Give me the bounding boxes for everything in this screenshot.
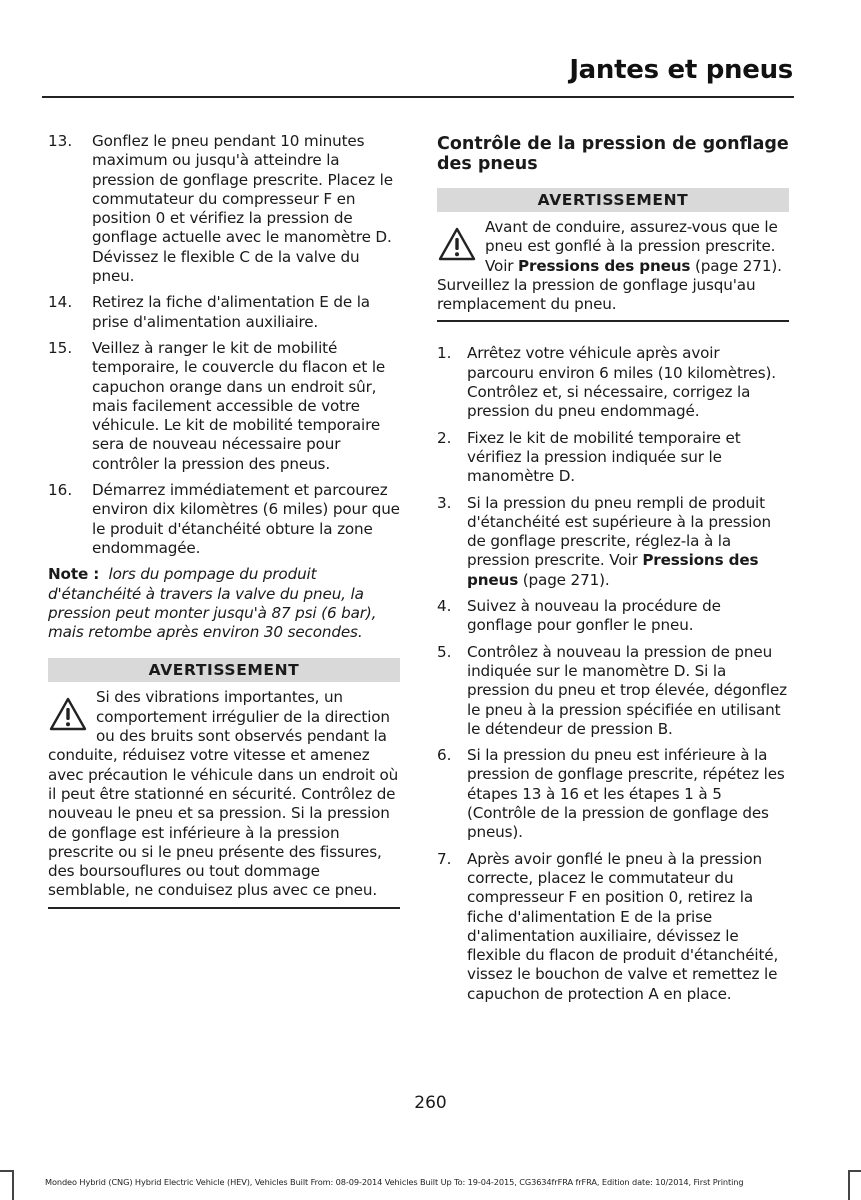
page-title: Jantes et pneus [569,55,793,85]
step-text: Gonflez le pneu pendant 10 minutes maximum ou jusqu'à atteindre la pression de gonflage prescrite. Placez le commutateur du compresseur F en position 0 et vérifiez la pression de gonflage actuelle avec le manomètre D. Dévissez le flexible C de la valve du pneu. [92,132,393,286]
note-paragraph [48,565,400,642]
step-number: 15. [48,338,73,357]
warning-divider [48,907,400,909]
step-text [467,494,789,590]
list-item [437,746,789,842]
warning-text: Avant de conduire, assurez-vous que le pneu est gonflé à la pression prescrite. Voir [485,218,778,275]
list-item [48,293,400,332]
step-text: Démarrez immédiatement et parcourez environ dix kilomètres (6 miles) pour que le produit d'étanchéité obture la zone endommagée. [92,481,400,557]
step-text: Retirez la fiche d'alimentation E de la prise d'alimentation auxiliaire. [92,293,370,331]
warning-header: AVERTISSEMENT [437,188,789,212]
note-text: lors du pompage du produit d'étanchéité à travers la valve du pneu, la pression peut monter jusqu'à 87 psi (6 bar), mais retombe après environ 30 secondes. [48,565,377,642]
step-text-end: (page 271). [518,570,610,589]
list-item [437,643,789,739]
list-item [437,429,789,487]
step-number: 16. [48,481,73,500]
list-item [437,597,789,636]
left-column [48,132,400,909]
list-item [48,339,400,474]
cross-reference-link[interactable]: Pressions des pneus [467,551,759,589]
warning-divider [437,320,789,322]
step-text-start: Si la pression du pneu rempli de produit d'étanchéité est supérieure à la pression de gonflage prescrite, réglez-la à la pression prescrite. Voir [467,493,771,570]
warning-triangle-icon [437,226,477,262]
list-item [48,132,400,286]
step-text: Fixez le kit de mobilité temporaire et vérifiez la pression indiquée sur le manomètre D. [467,428,741,486]
warning-triangle-icon [48,696,88,732]
crop-mark [848,1170,861,1172]
list-item [48,481,400,558]
warning-box [437,218,789,314]
cross-reference-link[interactable]: Pressions des pneus [518,256,691,275]
footer-text: Mondeo Hybrid (CNG) Hybrid Electric Vehicle (HEV), Vehicles Built From: 08-09-2014 Vehicles Built Up To: 19-04-2015, CG3634frFRA frFRA, Edition date: 10/2014, First Printing [45,1177,744,1187]
step-text: Après avoir gonflé le pneu à la pression correcte, placez le commutateur du compresseur F en position 0, retirez la fiche d'alimentation E de la prise d'alimentation auxiliaire, dévissez le flexible du flacon de produit d'étanchéité, vissez le bouchon de valve et remettez le capuchon de protection A en place. [467,849,779,1003]
list-item [437,494,789,590]
list-item [437,344,789,421]
right-column [437,134,789,1011]
warning-text: Si des vibrations importantes, un comportement irrégulier de la direction ou des bruits sont observés pendant la conduite, réduisez votre vitesse et amenez avec précaution le véhicule dans un endroit où il peut être stationné en sécurité. Contrôlez de nouveau le pneu et sa pression. Si la pression de gonflage est inférieure à la pression prescrite ou si le pneu présente des fissures, des boursouflures ou tout dommage semblable, ne conduisez plus avec ce pneu. [48,688,399,900]
warning-text-end: (page 271). Surveillez la pression de gonflage jusqu'au remplacement du pneu. [437,256,782,314]
section-heading: Contrôle de la pression de gonflage des pneus [437,134,789,174]
step-number: 6. [437,746,452,765]
step-text: Arrêtez votre véhicule après avoir parcouru environ 6 miles (10 kilomètres). Contrôlez et, si nécessaire, corrigez la pression du pneu endommagé. [467,344,776,421]
step-text: Contrôlez à nouveau la pression de pneu indiquée sur le manomètre D. Si la pression du pneu et trop élevée, dégonflez le pneu à la pression spécifiée en utilisant le détendeur de pression B. [467,642,787,738]
step-text: Suivez à nouveau la procédure de gonflage pour gonfler le pneu. [467,597,721,635]
step-number: 5. [437,642,452,661]
crop-mark [12,1170,14,1200]
step-text: Si la pression du pneu est inférieure à la pression de gonflage prescrite, répétez les étapes 13 à 16 et les étapes 1 à 5 (Contrôle de la pression de gonflage des pneus). [467,746,785,842]
step-text: Veillez à ranger le kit de mobilité temporaire, le couvercle du flacon et le capuchon orange dans un endroit sûr, mais facilement accessible de votre véhicule. Le kit de mobilité temporaire sera de nouveau nécessaire pour contrôler la pression des pneus. [92,338,386,473]
crop-mark [848,1170,850,1200]
right-steps-list [437,344,789,1004]
step-number: 7. [437,849,452,868]
step-number: 14. [48,293,73,312]
warning-header: AVERTISSEMENT [48,658,400,682]
left-steps-list [48,132,400,558]
step-number: 3. [437,493,452,512]
list-item [437,850,789,1004]
warning-box [48,688,400,900]
step-number: 4. [437,597,452,616]
title-divider [42,96,794,98]
step-number: 2. [437,428,452,447]
step-number: 13. [48,132,73,150]
note-label: Note : [48,565,100,584]
step-number: 1. [437,344,452,363]
page-number: 260 [414,1093,447,1113]
crop-mark [0,1170,14,1172]
